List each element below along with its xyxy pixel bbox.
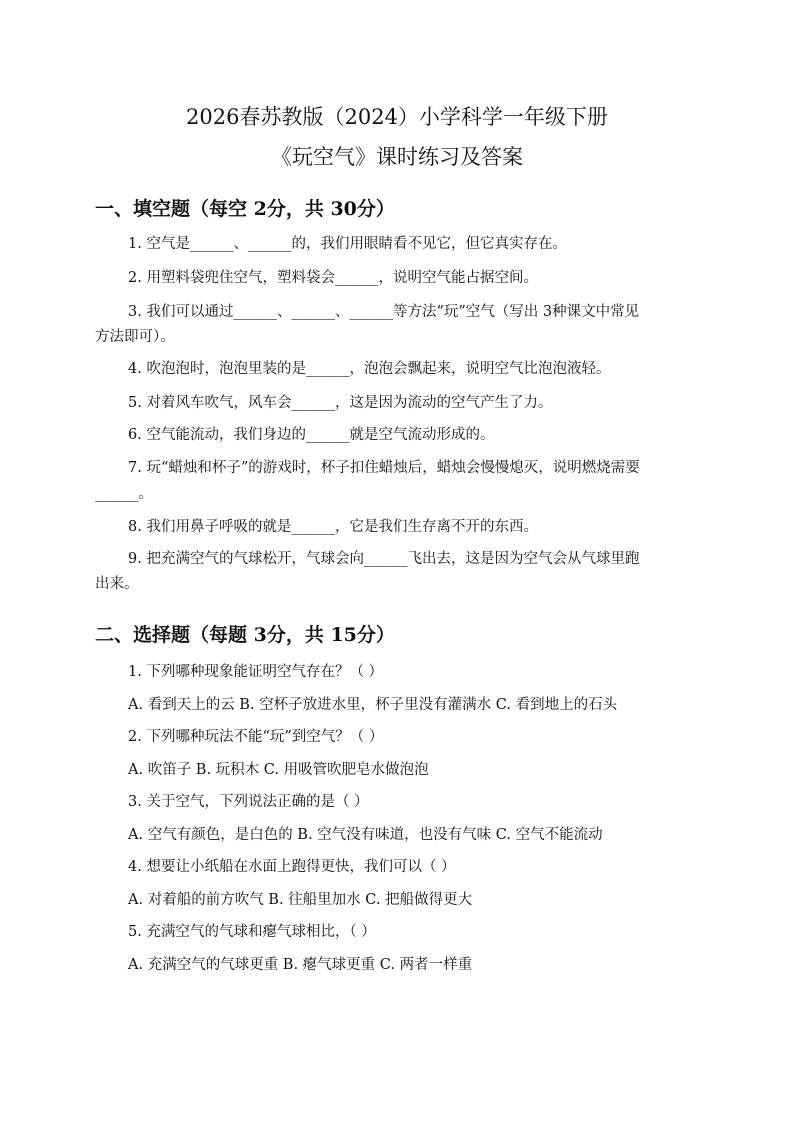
fill-question-7-continued: ______。 — [95, 486, 153, 502]
fill-question-1: 1. 空气是______、______的，我们用眼睛看不见它，但它真实存在。 — [128, 236, 567, 252]
choice-question-1-options: A. 看到天上的云 B. 空杯子放进水里，杯子里没有灌满水 C. 看到地上的石头 — [128, 697, 618, 713]
choice-question-4: 4. 想要让小纸船在水面上跑得更快，我们可以（ ） — [128, 859, 456, 875]
fill-question-9-continued: 出来。 — [95, 576, 139, 592]
choice-question-2: 2. 下列哪种玩法不能“玩”到空气？（ ） — [128, 729, 384, 745]
fill-question-3: 3. 我们可以通过______、______、______等方法“玩”空气（写出 3种课文中常见 — [128, 304, 640, 320]
choice-question-2-options: A. 吹笛子 B. 玩积木 C. 用吸管吹肥皂水做泡泡 — [128, 762, 429, 778]
fill-question-2: 2. 用塑料袋兜住空气，塑料袋会______，说明空气能占据空间。 — [128, 270, 538, 286]
section2-heading: 二、选择题（每题 3分，共 15分） — [95, 624, 395, 646]
document-title-line1: 2026春苏教版（2024）小学科学一年级下册 — [186, 105, 608, 129]
fill-question-4: 4. 吹泡泡时，泡泡里装的是______，泡泡会飘起来，说明空气比泡泡液轻。 — [128, 361, 611, 377]
fill-question-6: 6. 空气能流动，我们身边的______就是空气流动形成的。 — [128, 427, 495, 443]
choice-question-4-options: A. 对着船的前方吹气 B. 往船里加水 C. 把船做得更大 — [128, 892, 473, 908]
choice-question-5-options: A. 充满空气的气球更重 B. 瘪气球更重 C. 两者一样重 — [128, 957, 473, 973]
choice-question-1: 1. 下列哪种现象能证明空气存在？（ ） — [128, 664, 384, 680]
choice-question-5: 5. 充满空气的气球和瘪气球相比，（ ） — [128, 924, 376, 940]
fill-question-5: 5. 对着风车吹气，风车会______，这是因为流动的空气产生了力。 — [128, 395, 553, 411]
fill-question-8: 8. 我们用鼻子呼吸的就是______，它是我们生存离不开的东西。 — [128, 519, 538, 535]
section1-heading: 一、填空题（每空 2分，共 30分） — [95, 198, 395, 220]
document-title-line2: 《玩空气》课时练习及答案 — [271, 145, 523, 169]
fill-question-3-continued: 方法即可）。 — [95, 329, 175, 345]
fill-question-7: 7. 玩“蜡烛和杯子”的游戏时，杯子扣住蜡烛后，蜡烛会慢慢熄灭，说明燃烧需要 — [128, 460, 640, 476]
choice-question-3: 3. 关于空气，下列说法正确的是（ ） — [128, 794, 369, 810]
choice-question-3-options: A. 空气有颜色，是白色的 B. 空气没有味道，也没有气味 C. 空气不能流动 — [128, 827, 603, 843]
fill-question-9: 9. 把充满空气的气球松开，气球会向______飞出去，这是因为空气会从气球里跑 — [128, 551, 640, 567]
